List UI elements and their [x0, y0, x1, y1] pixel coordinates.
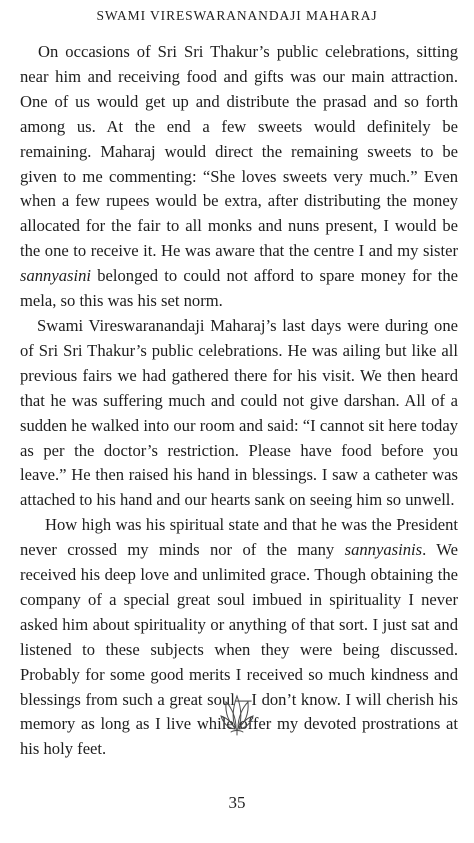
paragraph-1-text: On occasions of Sri Sri Thakur’s public celebrations, sitting near him and receiving food and gifts was our main attraction. One of us would get up and distribute the prasad and so forth among us. At the end a few sweets would definitely be remaining. Maharaj would direct the remaining sweets to be given to me commenting: “She loves sweets very much.” Even when a few rupees would be extra, after distributing the money allocated for the fair to all monks and nuns present, I would be the one to receive it. He was aware that the centre I and my sister — [20, 42, 458, 261]
page-number: 35 — [228, 793, 246, 812]
running-head: SWAMI VIRESWARANANDAJI MAHARAJ — [96, 8, 378, 23]
paragraph-3-text: How high was his spiritual state and that he was the President never crossed my minds nor of the many — [20, 515, 458, 560]
paragraph-3-italic-term: sannyasinis — [344, 540, 423, 560]
paragraph-1-italic-term: sannyasini — [20, 266, 91, 286]
paragraph-1 — [20, 40, 458, 314]
body-text — [20, 40, 458, 762]
paragraph-3-text-end: . We received his deep love and unlimited grace. Though obtaining the company of a special great soul imbued in spirituality I never asked him about spirituality or anything of that sort. I just sat and listened to these subjects when they were being discussed. Probably for some good merits I received so much kindness and blessings from such a great soul—I don’t know. I will cherish his memory as long as I live while offer my devoted prostrations at his holy feet. — [20, 540, 459, 759]
paragraph-2-text: Swami Vireswaranandaji Maharaj’s last days were during one of Sri Sri Thakur’s public celebrations. He was ailing but like all previous fairs we had gathered there for his visit. We then heard that he was suffering much and could not give darshan. All of a sudden he walked into our room and said: “I cannot sit here today as per the doctor’s restriction. Please have food before you leave.” He then raised his hand in blessings. I saw a catheter was attached to his hand and our hearts sank on seeing him so unwell. — [20, 315, 458, 510]
lotus-flower-icon — [220, 690, 254, 736]
paragraph-1-text-end: belonged to could not afford to spare money for the mela, so this was his set norm. — [20, 266, 458, 311]
paragraph-2 — [20, 314, 458, 513]
